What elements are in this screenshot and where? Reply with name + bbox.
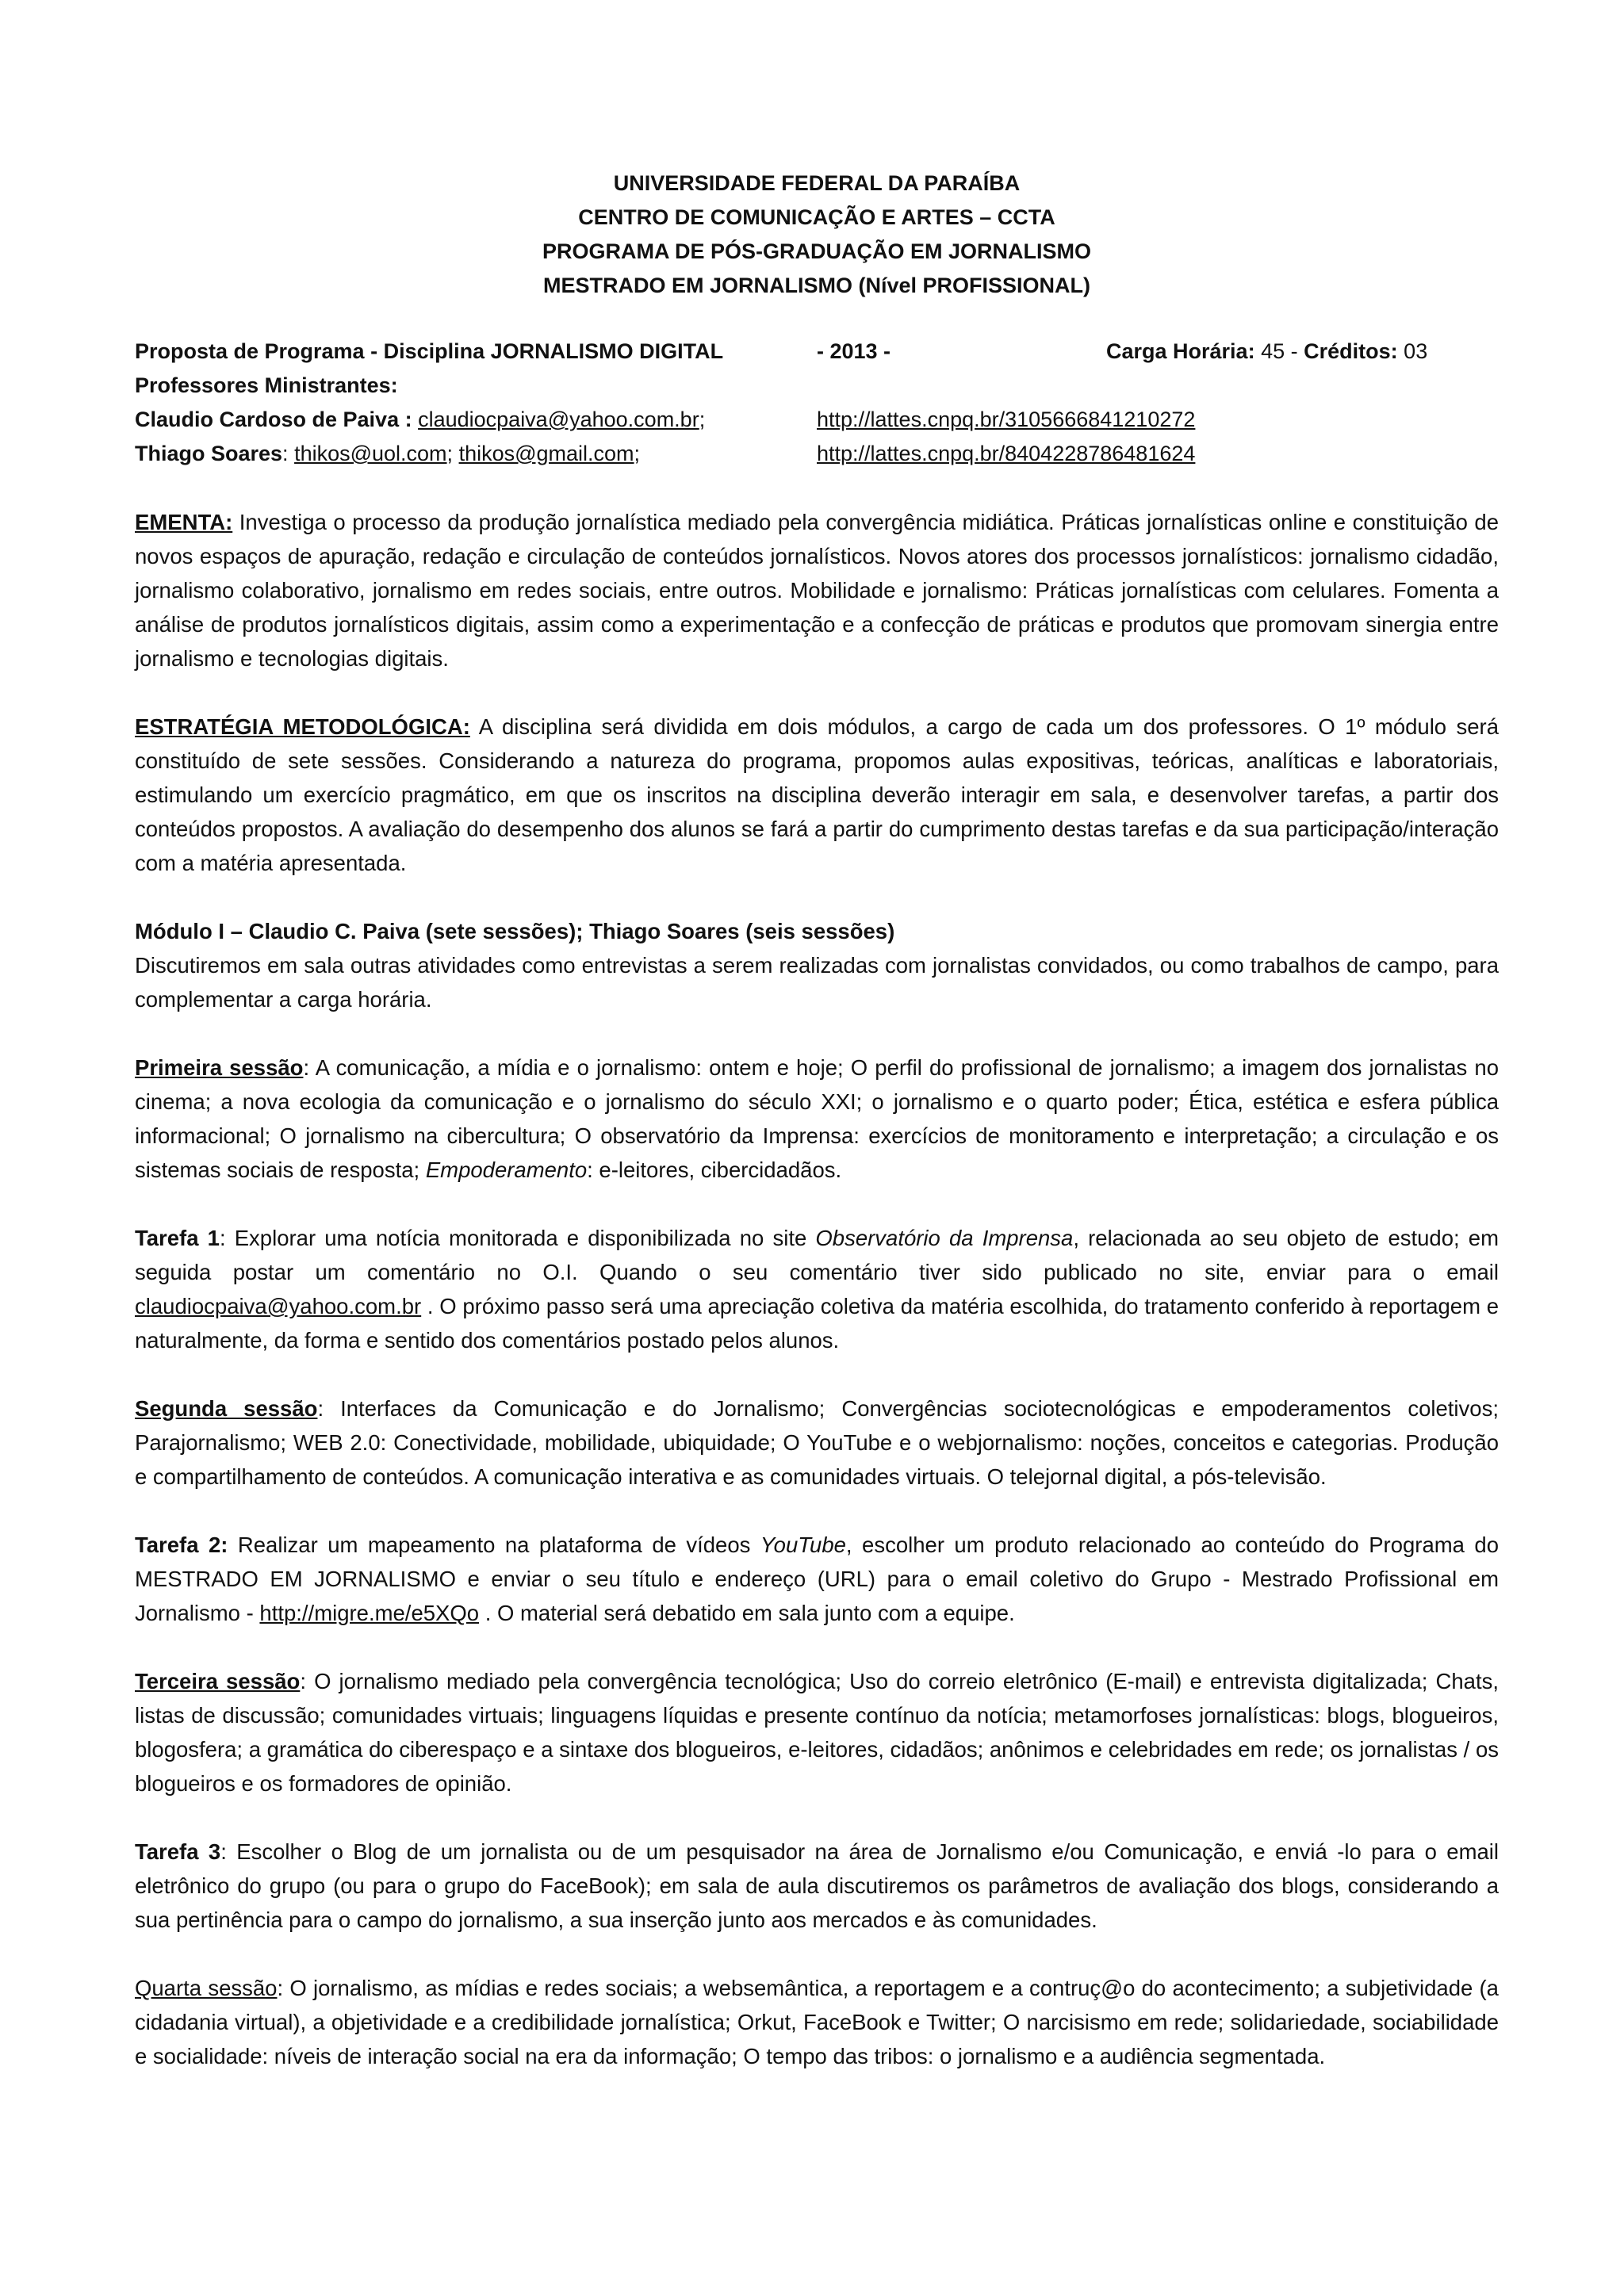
ementa-label: EMENTA:	[135, 510, 233, 534]
modulo-text: Discutiremos em sala outras atividades como entrevistas a serem realizadas com jornalistas convidados, ou como trabalhos de campo, para complementar a carga horária.	[135, 953, 1499, 1012]
task-3-paragraph	[135, 1835, 1499, 1937]
workload: Carga Horária: 45 - Créditos: 03	[1106, 339, 1428, 363]
professor-1-name: Claudio Cardoso de Paiva :	[135, 408, 412, 431]
professor-1-email-link[interactable]: claudiocpaiva@yahoo.com.br	[418, 408, 699, 431]
session-2-paragraph	[135, 1391, 1499, 1494]
professors-label: Professores Ministrantes:	[135, 373, 398, 397]
task-3-text: : Escolher o Blog de um jornalista ou de um pesquisador na área de Jornalismo e/ou Comunicação, e enviá -lo para o email eletrônico do grupo (ou para o grupo do FaceBook); em sala de aula discutiremos os parâmetros de avaliação dos blogs, considerando a sua pertinência para o campo do jornalismo, a sua inserção junto aos mercados e às comunidades.	[135, 1839, 1499, 1932]
header-degree: MESTRADO EM JORNALISMO (Nível PROFISSIONAL)	[542, 274, 1091, 297]
estrategia-label: ESTRATÉGIA METODOLÓGICA:	[135, 714, 470, 739]
task-2-text-a: Realizar um mapeamento na plataforma de vídeos	[237, 1533, 751, 1557]
workload-value: 45	[1261, 339, 1285, 363]
header-program: PROGRAMA DE PÓS-GRADUAÇÃO EM JORNALISMO	[542, 239, 1092, 263]
document-header	[135, 166, 1499, 303]
professor-1-lattes-link[interactable]: http://lattes.cnpq.br/3105666841210272	[817, 408, 1196, 431]
session-3-text: : O jornalismo mediado pela convergência tecnológica; Uso do correio eletrônico (E-mail) e entrevista digitalizada; Chats, listas de discussão; comunidades virtuais; linguagens líquidas e presente contínuo da notícia; metamorfoses jornalísticas: blogs, blogueiros, blogosfera; a gramática do ciberespaço e a sintaxe dos blogueiros, e-leitores, cidadãos; anônimos e celebridades em rede; os jornalistas / os blogueiros e os formadores de opinião.	[135, 1669, 1500, 1796]
modulo-paragraph	[135, 914, 1499, 1016]
session-4-paragraph	[135, 1971, 1499, 2073]
task-1-text-a: : Explorar uma notícia monitorada e disponibilizada no site	[219, 1226, 807, 1250]
session-1-paragraph	[135, 1050, 1499, 1187]
session-1-italic: Empoderamento	[425, 1158, 588, 1182]
session-3-paragraph	[135, 1664, 1499, 1800]
professor-1-row: Claudio Cardoso de Paiva : claudiocpaiva@yahoo.com.br; http://lattes.cnpq.br/3105666841210272	[135, 408, 1196, 431]
professor-2-row: Thiago Soares: thikos@uol.com; thikos@gmail.com; http://lattes.cnpq.br/8404228786481624	[135, 442, 1196, 465]
ementa-paragraph	[135, 505, 1499, 675]
professor-2-email-2-link[interactable]: thikos@gmail.com	[458, 442, 634, 465]
task-2-link[interactable]: http://migre.me/e5XQo	[259, 1601, 480, 1625]
task-2-text-c: . O material será debatido em sala junto com a equipe.	[485, 1601, 1015, 1625]
header-center: CENTRO DE COMUNICAÇÃO E ARTES – CCTA	[578, 205, 1055, 229]
session-4-text: : O jornalismo, as mídias e redes sociais; a websemântica, a reportagem e a contruç@o do acontecimento; a subjetividade (a cidadania virtual), a objetividade e a credibilidade jornalística; Orkut, FaceBook e Twitter; O narcisismo em rede; solidariedade, sociabilidade e socialidade: níveis de interação social na era da informação; O tempo das tribos: o jornalismo e a audiência segmentada.	[135, 1976, 1499, 2068]
professor-2-email-1-link[interactable]: thikos@uol.com	[294, 442, 447, 465]
task-1-email-link[interactable]: claudiocpaiva@yahoo.com.br	[135, 1294, 422, 1318]
professor-2-lattes-link[interactable]: http://lattes.cnpq.br/8404228786481624	[817, 442, 1196, 465]
task-1-text-c: . O próximo passo será uma apreciação coletiva da matéria escolhida, do tratamento conferido à reportagem e naturalmente, da forma e sentido dos comentários postado pelos alunos.	[135, 1294, 1500, 1353]
document-page	[135, 166, 1499, 2073]
proposal-year: - 2013 -	[817, 339, 891, 363]
task-1-text-b: , relacionada ao seu objeto de estudo; em seguida postar um comentário no O.I. Quando o seu comentário tiver sido publicado no site, enviar para o email	[135, 1226, 1499, 1284]
estrategia-paragraph	[135, 710, 1499, 880]
session-3-label: Terceira sessão	[135, 1669, 301, 1693]
session-1-label: Primeira sessão	[135, 1055, 304, 1080]
session-4-label: Quarta sessão	[135, 1976, 278, 2000]
modulo-title: Módulo I – Claudio C. Paiva (sete sessões); Thiago Soares (seis sessões)	[135, 919, 895, 943]
ementa-text: Investiga o processo da produção jornalística mediado pela convergência midiática. Práticas jornalísticas online e constituição de novos espaços de apuração, redação e circulação de conteúdos jornalísticos. Novos atores dos processos jornalísticos: jornalismo cidadão, jornalismo colaborativo, jornalismo em redes sociais, entre outros. Mobilidade e jornalismo: Práticas jornalísticas com celulares. Fomenta a análise de produtos jornalísticos digitais, assim como a experimentação e a confecção de práticas e produtos que promovam sinergia entre jornalismo e tecnologias digitais.	[135, 510, 1500, 671]
proposal-label: Proposta de Programa - Disciplina JORNALISMO DIGITAL	[135, 339, 724, 363]
session-2-text: : Interfaces da Comunicação e do Jornalismo; Convergências sociotecnológicas e empoderamentos coletivos; Parajornalismo; WEB 2.0: Conectividade, mobilidade, ubiquidade; O YouTube e o webjornalismo: noções, conceitos e categorias. Produção e compartilhamento de conteúdos. A comunicação interativa e as comunidades virtuais. O telejornal digital, a pós-televisão.	[135, 1396, 1499, 1489]
task-3-label: Tarefa 3	[135, 1839, 221, 1864]
professor-2-name: Thiago Soares	[135, 442, 283, 465]
session-2-label: Segunda sessão	[135, 1396, 318, 1421]
task-1-paragraph	[135, 1221, 1499, 1357]
proposal-row	[135, 335, 1499, 369]
course-meta	[135, 335, 1499, 471]
task-1-label: Tarefa 1	[135, 1226, 220, 1250]
task-1-italic: Observatório da Imprensa	[815, 1226, 1074, 1250]
session-1-text: : A comunicação, a mídia e o jornalismo: ontem e hoje; O perfil do profissional de jornalismo; a imagem dos jornalistas no cinema; a nova ecologia da comunicação e o jornalismo do século XXI; o jornalismo e o quarto poder; Ética, estética e esfera pública informacional; O jornalismo na cibercultura; O observatório da Imprensa: exercícios de monitoramento e interpretação; a circulação e os sistemas sociais de resposta;	[135, 1055, 1499, 1182]
task-2-text-b: , escolher um produto relacionado ao conteúdo do Programa do MESTRADO EM JORNALISMO e enviar o seu título e endereço (URL) para o email coletivo do Grupo - Mestrado Profissional em Jornalismo -	[135, 1533, 1500, 1625]
task-2-paragraph	[135, 1528, 1499, 1630]
credits-value: 03	[1404, 339, 1428, 363]
session-1-tail: : e-leitores, cibercidadãos.	[587, 1158, 842, 1182]
header-university: UNIVERSIDADE FEDERAL DA PARAÍBA	[613, 171, 1021, 195]
professors-label-row	[135, 369, 1499, 403]
estrategia-text: A disciplina será dividida em dois módulos, a cargo de cada um dos professores. O 1º módulo será constituído de sete sessões. Considerando a natureza do programa, propomos aulas expositivas, teóricas, analíticas e laboratoriais, estimulando um exercício pragmático, em que os inscritos na disciplina deverão interagir em sala, e desenvolver tarefas, a partir dos conteúdos propostos. A avaliação do desempenho dos alunos se fará a partir do cumprimento destas tarefas e da sua participação/interação com a matéria apresentada.	[135, 714, 1499, 875]
task-2-italic: YouTube	[760, 1533, 846, 1557]
task-2-label: Tarefa 2:	[135, 1533, 228, 1557]
